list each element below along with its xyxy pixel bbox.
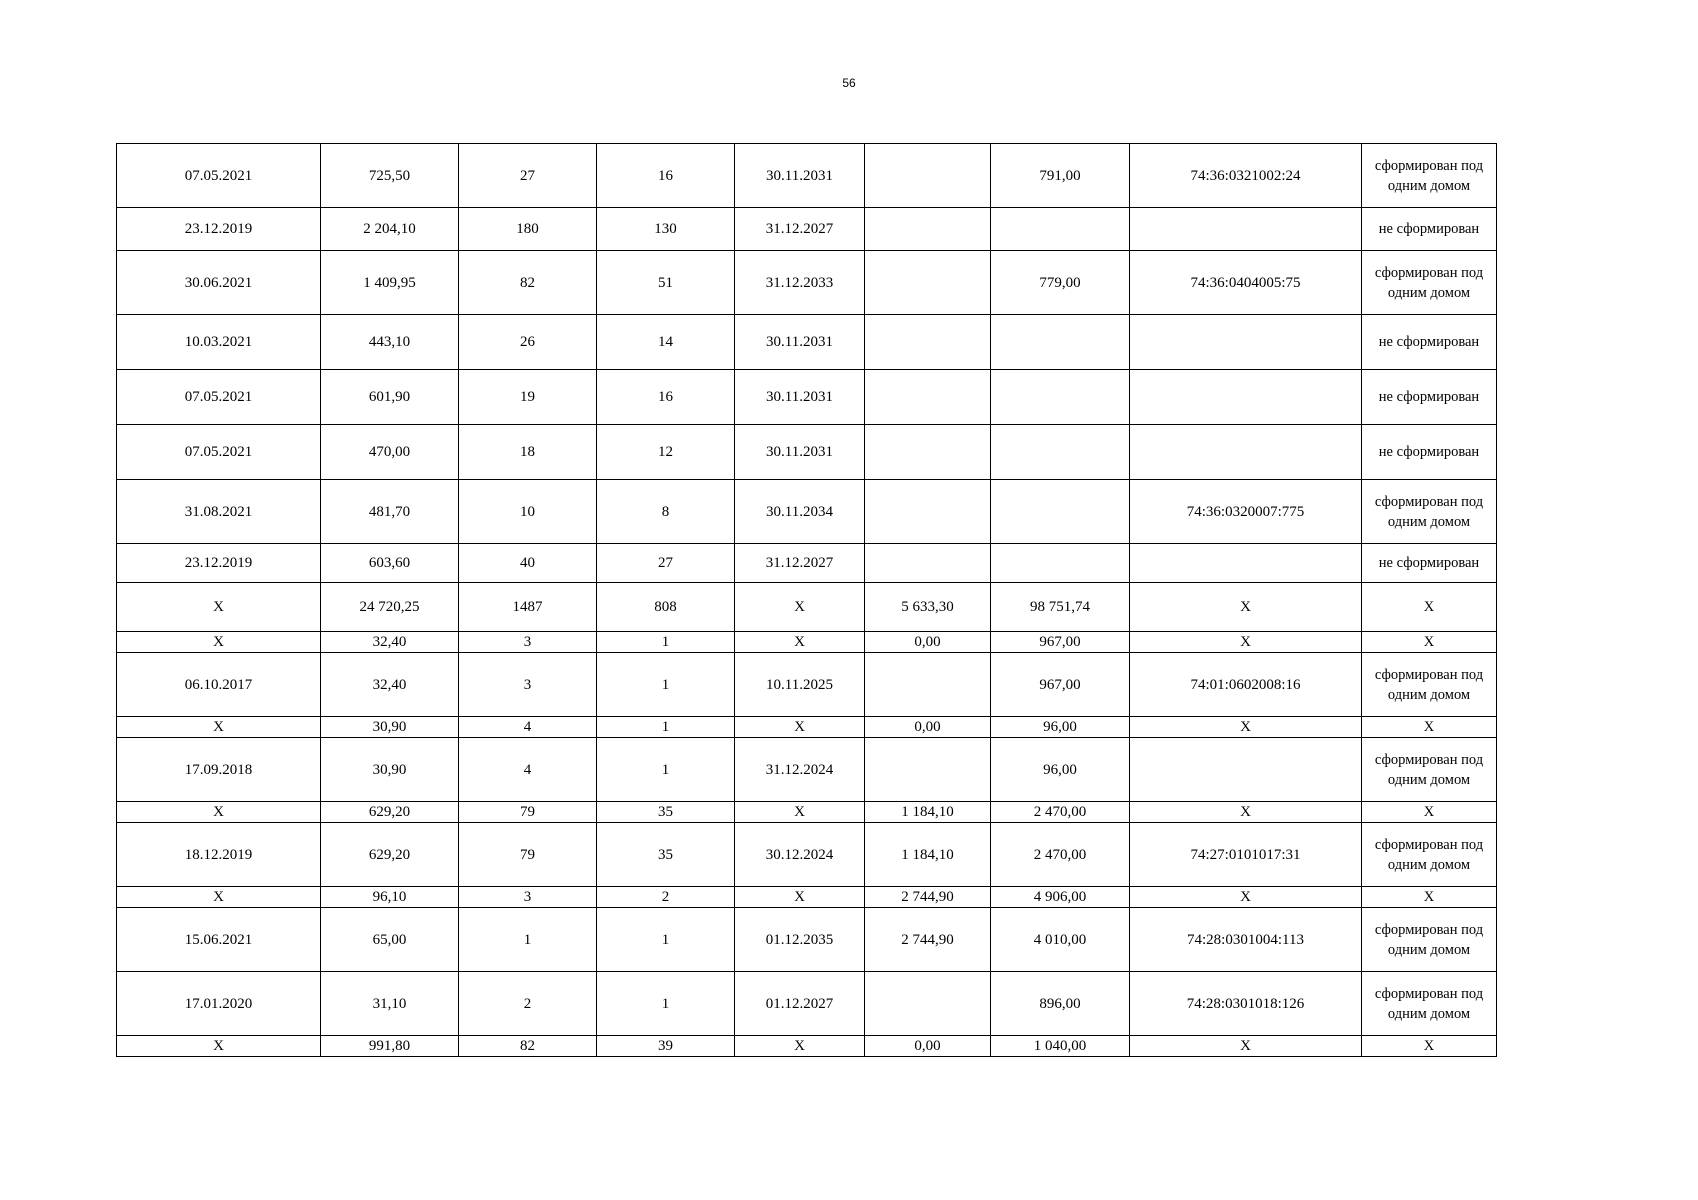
cell-area: 24 720,25 [321, 583, 459, 632]
cell-date: 07.05.2021 [117, 425, 321, 480]
cell-value-a [865, 144, 991, 208]
table-row [117, 653, 1497, 717]
cell-date: X [117, 802, 321, 823]
cell-cadastral-number: 74:36:0404005:75 [1130, 251, 1362, 315]
cell-land-status: сформирован под одним домом [1362, 251, 1497, 315]
cell-cadastral-number: 74:28:0301018:126 [1130, 972, 1362, 1036]
cell-value-a [865, 653, 991, 717]
table-row [117, 425, 1497, 480]
table-row [117, 544, 1497, 583]
cell-apartments: 1 [597, 632, 735, 653]
cell-apartments: 39 [597, 1036, 735, 1057]
cell-value-b [991, 370, 1130, 425]
cell-deadline: X [735, 802, 865, 823]
cell-area: 31,10 [321, 972, 459, 1036]
cell-residents: 10 [459, 480, 597, 544]
cell-value-a: 1 184,10 [865, 802, 991, 823]
cell-area: 32,40 [321, 653, 459, 717]
cell-value-a [865, 251, 991, 315]
cell-value-b [991, 480, 1130, 544]
cell-apartments: 1 [597, 717, 735, 738]
cell-residents: 1 [459, 908, 597, 972]
cell-date: 18.12.2019 [117, 823, 321, 887]
subtotal-row [117, 632, 1497, 653]
table-row [117, 972, 1497, 1036]
cell-residents: 2 [459, 972, 597, 1036]
cell-deadline: 31.12.2027 [735, 544, 865, 583]
cell-value-a [865, 544, 991, 583]
cell-area: 481,70 [321, 480, 459, 544]
cell-deadline: 01.12.2035 [735, 908, 865, 972]
cell-date: 10.03.2021 [117, 315, 321, 370]
cell-residents: 4 [459, 717, 597, 738]
cell-area: 603,60 [321, 544, 459, 583]
cell-value-b: 967,00 [991, 653, 1130, 717]
cell-date: X [117, 632, 321, 653]
cell-date: 30.06.2021 [117, 251, 321, 315]
cell-land-status: не сформирован [1362, 370, 1497, 425]
cell-value-a [865, 208, 991, 251]
cell-date: X [117, 1036, 321, 1057]
cell-cadastral-number: X [1130, 802, 1362, 823]
cell-area: 65,00 [321, 908, 459, 972]
cell-apartments: 1 [597, 972, 735, 1036]
cell-apartments: 2 [597, 887, 735, 908]
cell-area: 30,90 [321, 717, 459, 738]
cell-value-b: 791,00 [991, 144, 1130, 208]
cell-date: 07.05.2021 [117, 144, 321, 208]
cell-land-status: X [1362, 887, 1497, 908]
cell-cadastral-number: 74:01:0602008:16 [1130, 653, 1362, 717]
cell-apartments: 27 [597, 544, 735, 583]
cell-land-status: сформирован под одним домом [1362, 480, 1497, 544]
cell-date: 31.08.2021 [117, 480, 321, 544]
table-row [117, 738, 1497, 802]
cell-land-status: сформирован под одним домом [1362, 908, 1497, 972]
cell-deadline: X [735, 632, 865, 653]
cell-residents: 180 [459, 208, 597, 251]
cell-deadline: 31.12.2033 [735, 251, 865, 315]
cell-apartments: 1 [597, 738, 735, 802]
cell-apartments: 35 [597, 823, 735, 887]
cell-area: 601,90 [321, 370, 459, 425]
table-row [117, 315, 1497, 370]
subtotal-row [117, 1036, 1497, 1057]
cell-apartments: 16 [597, 370, 735, 425]
cell-residents: 26 [459, 315, 597, 370]
cell-cadastral-number [1130, 425, 1362, 480]
cell-cadastral-number: X [1130, 1036, 1362, 1057]
table-row [117, 208, 1497, 251]
cell-land-status: не сформирован [1362, 315, 1497, 370]
cell-deadline: X [735, 887, 865, 908]
cell-deadline: X [735, 1036, 865, 1057]
cell-value-b: 98 751,74 [991, 583, 1130, 632]
cell-residents: 4 [459, 738, 597, 802]
cell-value-a [865, 738, 991, 802]
cell-land-status: X [1362, 1036, 1497, 1057]
cell-land-status: не сформирован [1362, 544, 1497, 583]
cell-cadastral-number: 74:28:0301004:113 [1130, 908, 1362, 972]
cell-date: 06.10.2017 [117, 653, 321, 717]
cell-cadastral-number [1130, 208, 1362, 251]
cell-cadastral-number: 74:36:0321002:24 [1130, 144, 1362, 208]
total-row [117, 583, 1497, 632]
cell-deadline: 31.12.2024 [735, 738, 865, 802]
cell-apartments: 35 [597, 802, 735, 823]
cell-apartments: 1 [597, 653, 735, 717]
cell-cadastral-number: X [1130, 583, 1362, 632]
cell-date: 23.12.2019 [117, 544, 321, 583]
cell-value-b: 967,00 [991, 632, 1130, 653]
cell-apartments: 14 [597, 315, 735, 370]
cell-date: X [117, 887, 321, 908]
cell-land-status: сформирован под одним домом [1362, 738, 1497, 802]
cell-cadastral-number [1130, 544, 1362, 583]
cell-land-status: X [1362, 802, 1497, 823]
cell-value-b [991, 208, 1130, 251]
table-row [117, 908, 1497, 972]
data-table [116, 143, 1497, 1057]
cell-date: 23.12.2019 [117, 208, 321, 251]
cell-value-b: 2 470,00 [991, 823, 1130, 887]
cell-value-a [865, 480, 991, 544]
cell-value-a [865, 370, 991, 425]
table-row [117, 144, 1497, 208]
cell-residents: 79 [459, 802, 597, 823]
cell-area: 1 409,95 [321, 251, 459, 315]
cell-land-status: не сформирован [1362, 425, 1497, 480]
cell-deadline: 30.11.2031 [735, 144, 865, 208]
cell-deadline: 10.11.2025 [735, 653, 865, 717]
cell-land-status: сформирован под одним домом [1362, 823, 1497, 887]
cell-apartments: 12 [597, 425, 735, 480]
cell-area: 32,40 [321, 632, 459, 653]
page-number: 56 [842, 76, 856, 90]
cell-value-b: 4 906,00 [991, 887, 1130, 908]
cell-value-b: 2 470,00 [991, 802, 1130, 823]
cell-area: 30,90 [321, 738, 459, 802]
cell-deadline: 30.12.2024 [735, 823, 865, 887]
cell-area: 96,10 [321, 887, 459, 908]
cell-deadline: 31.12.2027 [735, 208, 865, 251]
cell-residents: 3 [459, 632, 597, 653]
cell-deadline: 30.11.2031 [735, 425, 865, 480]
cell-residents: 3 [459, 653, 597, 717]
table-row [117, 370, 1497, 425]
cell-value-b [991, 544, 1130, 583]
cell-value-b: 1 040,00 [991, 1036, 1130, 1057]
cell-deadline: 01.12.2027 [735, 972, 865, 1036]
cell-residents: 40 [459, 544, 597, 583]
cell-area: 629,20 [321, 823, 459, 887]
cell-value-b [991, 315, 1130, 370]
cell-cadastral-number [1130, 370, 1362, 425]
cell-value-a [865, 315, 991, 370]
cell-value-a: 5 633,30 [865, 583, 991, 632]
cell-land-status: сформирован под одним домом [1362, 144, 1497, 208]
cell-date: X [117, 717, 321, 738]
cell-land-status: сформирован под одним домом [1362, 653, 1497, 717]
cell-land-status: X [1362, 583, 1497, 632]
cell-value-a: 2 744,90 [865, 908, 991, 972]
cell-residents: 19 [459, 370, 597, 425]
cell-value-b: 4 010,00 [991, 908, 1130, 972]
cell-apartments: 51 [597, 251, 735, 315]
cell-value-b: 896,00 [991, 972, 1130, 1036]
cell-residents: 82 [459, 1036, 597, 1057]
table-row [117, 251, 1497, 315]
cell-deadline: 30.11.2031 [735, 370, 865, 425]
cell-value-b: 779,00 [991, 251, 1130, 315]
cell-cadastral-number [1130, 738, 1362, 802]
cell-area: 725,50 [321, 144, 459, 208]
cell-cadastral-number: X [1130, 887, 1362, 908]
cell-area: 443,10 [321, 315, 459, 370]
cell-cadastral-number: 74:36:0320007:775 [1130, 480, 1362, 544]
cell-value-a: 0,00 [865, 1036, 991, 1057]
cell-deadline: X [735, 717, 865, 738]
cell-apartments: 130 [597, 208, 735, 251]
cell-residents: 27 [459, 144, 597, 208]
cell-area: 629,20 [321, 802, 459, 823]
cell-value-a: 0,00 [865, 632, 991, 653]
cell-date: 17.01.2020 [117, 972, 321, 1036]
cell-land-status: X [1362, 632, 1497, 653]
cell-value-a: 2 744,90 [865, 887, 991, 908]
cell-residents: 82 [459, 251, 597, 315]
cell-deadline: X [735, 583, 865, 632]
cell-value-a: 0,00 [865, 717, 991, 738]
table-row [117, 480, 1497, 544]
cell-apartments: 8 [597, 480, 735, 544]
cell-cadastral-number: 74:27:0101017:31 [1130, 823, 1362, 887]
cell-apartments: 808 [597, 583, 735, 632]
cell-area: 470,00 [321, 425, 459, 480]
subtotal-row [117, 802, 1497, 823]
cell-deadline: 30.11.2034 [735, 480, 865, 544]
cell-value-b: 96,00 [991, 738, 1130, 802]
cell-apartments: 16 [597, 144, 735, 208]
cell-area: 2 204,10 [321, 208, 459, 251]
cell-area: 991,80 [321, 1036, 459, 1057]
cell-date: X [117, 583, 321, 632]
cell-residents: 1487 [459, 583, 597, 632]
cell-residents: 18 [459, 425, 597, 480]
cell-value-a: 1 184,10 [865, 823, 991, 887]
cell-date: 07.05.2021 [117, 370, 321, 425]
cell-value-b: 96,00 [991, 717, 1130, 738]
cell-land-status: X [1362, 717, 1497, 738]
table-row [117, 823, 1497, 887]
cell-residents: 3 [459, 887, 597, 908]
subtotal-row [117, 887, 1497, 908]
cell-cadastral-number: X [1130, 632, 1362, 653]
cell-value-a [865, 425, 991, 480]
cell-residents: 79 [459, 823, 597, 887]
cell-deadline: 30.11.2031 [735, 315, 865, 370]
subtotal-row [117, 717, 1497, 738]
cell-value-b [991, 425, 1130, 480]
cell-apartments: 1 [597, 908, 735, 972]
cell-cadastral-number [1130, 315, 1362, 370]
cell-date: 15.06.2021 [117, 908, 321, 972]
cell-land-status: сформирован под одним домом [1362, 972, 1497, 1036]
cell-land-status: не сформирован [1362, 208, 1497, 251]
cell-cadastral-number: X [1130, 717, 1362, 738]
cell-value-a [865, 972, 991, 1036]
cell-date: 17.09.2018 [117, 738, 321, 802]
